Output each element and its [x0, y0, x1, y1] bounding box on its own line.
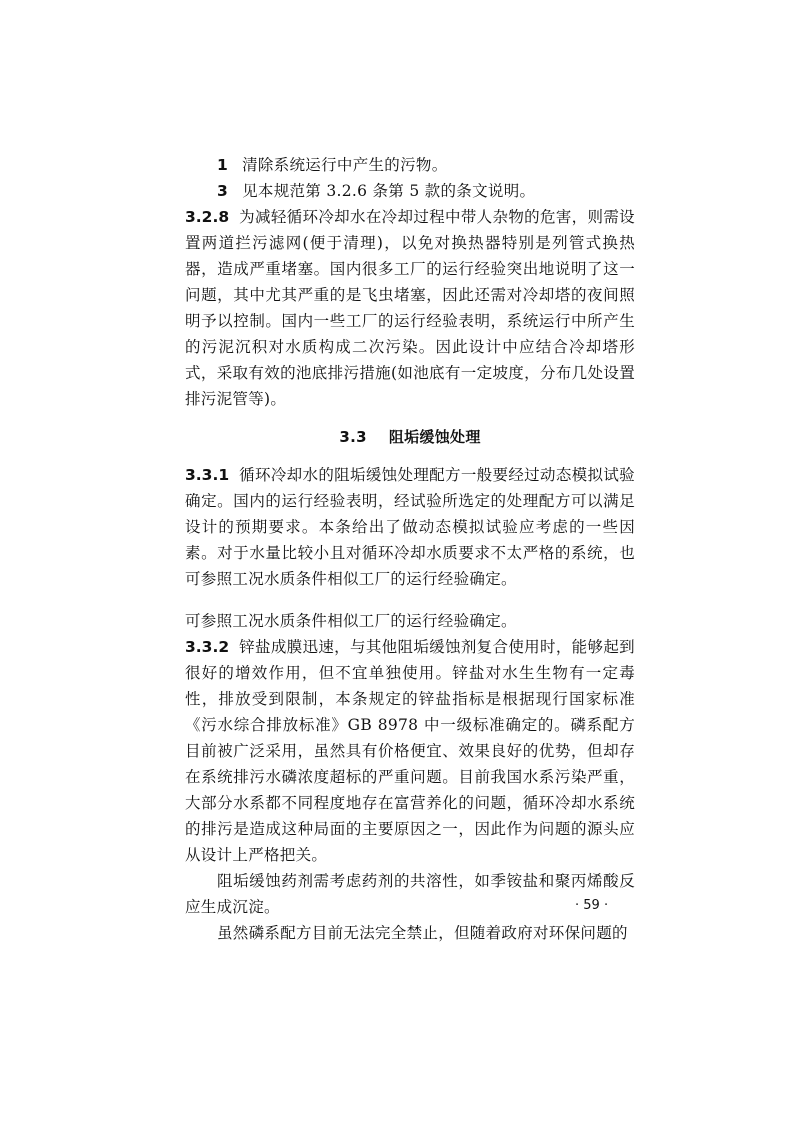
clause-number: 3.2.8	[185, 208, 230, 226]
spacer	[185, 592, 635, 608]
paragraph-coagent: 阻垢缓蚀药剂需考虑药剂的共溶性，如季铵盐和聚丙烯酸反应生成沉淀。	[185, 872, 635, 916]
clause-3-2-8	[185, 204, 635, 412]
section-title-text: 阻垢缓蚀处理	[388, 428, 481, 446]
clause-text: 循环冷却水的阻垢缓蚀处理配方一般要经过动态模拟试验确定。国内的运行经验表明，经试验所选定的处理配方可以满足设计的预期要求。本条给出了做动态模拟试验应考虑的一些因素。对于水量比较小且对循环冷却水质要求不太严格的系统，也可参照工况水质条件相似工厂的运行经验确定。	[185, 466, 635, 588]
page-number: · 59 ·	[575, 898, 609, 913]
section-number: 3.3	[339, 428, 367, 446]
item-text: 见本规范第 3.2.6 条第 5 款的条文说明。	[242, 182, 536, 200]
item-number: 3	[217, 182, 229, 200]
section-heading	[185, 424, 635, 450]
clause-3-3-2	[185, 634, 635, 868]
repeated-line: 可参照工况水质条件相似工厂的运行经验确定。	[185, 612, 517, 630]
item-number: 1	[217, 156, 229, 174]
clause-3-3-1	[185, 462, 635, 592]
paragraph-phosphorus: 虽然磷系配方目前无法完全禁止，但随着政府对环保问题的	[217, 924, 628, 942]
clause-text: 锌盐成膜迅速，与其他阻垢缓蚀剂复合使用时，能够起到很好的增效作用，但不宜单独使用。锌盐对水生生物有一定毒性，排放受到限制，本条规定的锌盐指标是根据现行国家标准《污水综合排放标准》GB 8978 中一级标准确定的。磷系配方目前被广泛采用，虽然具有价格便宜、效果良好的优势，但却存在系统排污水磷浓度超标的严重问题。目前我国水系污染严重，大部分水系都不同程度地存在富营养化的问题，循环冷却水系统的排污是造成这种局面的主要原因之一，因此作为问题的源头应从设计上严格把关。	[185, 638, 635, 864]
clause-number: 3.3.1	[185, 466, 230, 484]
body-text	[185, 152, 635, 946]
list-item-1	[185, 152, 635, 178]
item-text: 清除系统运行中产生的污物。	[242, 156, 448, 174]
clause-text: 为减轻循环冷却水在冷却过程中带人杂物的危害，则需设置两道拦污滤网(便于清理)，以免对换热器特别是列管式换热器，造成严重堵塞。国内很多工厂的运行经验突出地说明了这一问题，其中尤其严重的是飞虫堵塞，因此还需对冷却塔的夜间照明予以控制。国内一些工厂的运行经验表明，系统运行中所产生的污泥沉积对水质构成二次污染。因此设计中应结合冷却塔形式，采取有效的池底排污措施(如池底有一定坡度，分布几处设置排污泥管等)。	[185, 208, 635, 408]
clause-number: 3.3.2	[185, 638, 230, 656]
list-item-3	[185, 178, 635, 204]
